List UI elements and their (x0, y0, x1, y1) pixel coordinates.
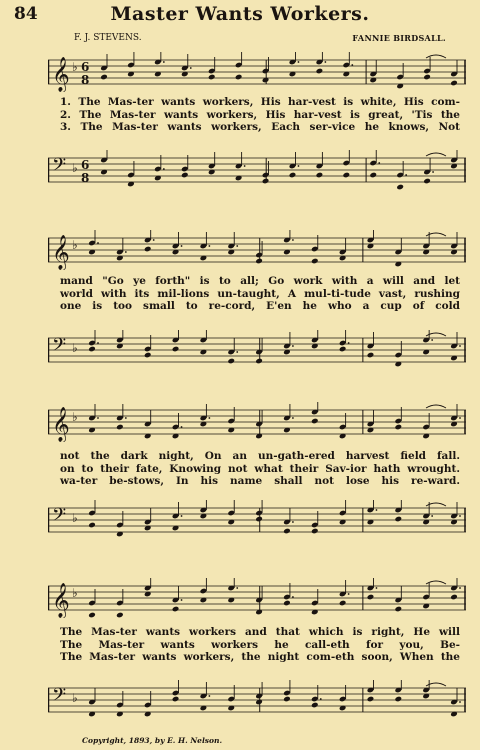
note-dot (292, 417, 294, 419)
note-dot (432, 171, 434, 173)
key-flat-icon: ♭ (72, 60, 78, 74)
note-head (88, 522, 96, 529)
note-dot (208, 417, 210, 419)
note-head (289, 172, 297, 179)
note-head (208, 74, 216, 81)
note-head (395, 696, 403, 703)
note-head (311, 258, 319, 265)
note-head (450, 80, 458, 87)
note-head (339, 346, 347, 353)
lyric-line: The Mas-ter wants workers, the night com-eth soon, When the (60, 651, 460, 663)
note-dot (125, 417, 127, 419)
note-head (172, 606, 180, 613)
time-signature-numerator: 6 (81, 60, 90, 74)
note-head (283, 600, 291, 607)
note-dot (97, 242, 99, 244)
key-flat-icon: ♭ (72, 341, 78, 355)
lyrics-block (60, 275, 460, 313)
key-flat-icon: ♭ (72, 410, 78, 424)
note-dot (298, 165, 300, 167)
time-signature-denominator: 8 (81, 171, 90, 185)
note-dot (292, 239, 294, 241)
note-dot (320, 698, 322, 700)
note-head (283, 528, 291, 535)
key-flat-icon: ♭ (72, 161, 78, 175)
note-head (316, 68, 324, 75)
author-credit: FANNIE BIRDSALL. (352, 33, 446, 43)
treble-clef-icon: 𝄞 (52, 583, 70, 618)
note-dot (405, 174, 407, 176)
treble-staff (48, 230, 466, 270)
bass-clef-icon: 𝄢 (52, 685, 67, 710)
note-dot (236, 587, 238, 589)
note-dot (163, 61, 165, 63)
hymn-title: Master Wants Workers. (110, 3, 370, 25)
lyrics-block (60, 626, 460, 664)
note-head (116, 424, 124, 431)
note-head (172, 696, 180, 703)
note-dot (292, 345, 294, 347)
note-head (369, 172, 377, 179)
note-head (116, 612, 124, 618)
note-dot (97, 342, 99, 344)
tie-slur (426, 405, 446, 408)
copyright-notice: Copyright, 1893, by E. H. Nelson. (82, 736, 223, 745)
treble-clef-icon: 𝄞 (52, 57, 70, 92)
note-dot (378, 162, 380, 164)
note-head (235, 74, 243, 81)
note-head (88, 346, 96, 353)
note-head (100, 74, 108, 81)
note-dot (431, 339, 433, 341)
note-dot (236, 351, 238, 353)
lyric-line: 3. The Mas-ter wants workers, Each ser-vice he knows, Not (60, 121, 460, 133)
note-head (144, 246, 152, 253)
lyric-line: 2. The Mas-ter wants workers, His har-vest is great, 'Tis the (60, 108, 460, 121)
lyric-line: mand "Go ye forth" is to all; Go work with a will and let (60, 275, 460, 287)
note-dot (292, 521, 294, 523)
note-head (181, 172, 189, 179)
note-dot (351, 64, 353, 66)
key-flat-icon: ♭ (72, 238, 78, 252)
note-dot (376, 587, 378, 589)
note-head (395, 424, 403, 431)
note-head (339, 600, 347, 607)
bass-staff (48, 500, 466, 540)
note-head (311, 702, 319, 709)
note-head (88, 612, 96, 618)
note-dot (324, 61, 326, 63)
note-dot (181, 515, 183, 517)
note-dot (181, 426, 183, 428)
bass-clef-icon: 𝄢 (52, 505, 67, 530)
lyrics-block (60, 450, 460, 488)
note-dot (125, 251, 127, 253)
lyric-line: world with its mil-lions un-taught, A mul-ti-tude vast, rushing (60, 287, 460, 300)
note-dot (459, 345, 461, 347)
time-signature-numerator: 6 (81, 158, 90, 172)
note-head (255, 358, 263, 365)
treble-staff (48, 52, 466, 92)
note-head (396, 184, 404, 190)
treble-clef-icon: 𝄞 (52, 235, 70, 270)
key-flat-icon: ♭ (72, 511, 78, 525)
note-dot (459, 515, 461, 517)
note-dot (236, 245, 238, 247)
note-head (395, 516, 403, 523)
note-dot (348, 342, 350, 344)
bass-staff (48, 680, 466, 720)
bass-clef-icon: 𝄢 (52, 335, 67, 360)
note-dot (163, 168, 165, 170)
lyric-line: one is too small to re-cord, E'en he who a cup of cold (60, 300, 460, 312)
note-head (343, 172, 351, 179)
lyric-line: 1. The Mas-ter wants workers, His har-vest is white, His com- (60, 96, 460, 108)
note-head (316, 172, 324, 179)
treble-clef-icon: 𝄞 (52, 407, 70, 442)
note-dot (459, 417, 461, 419)
note-head (255, 516, 263, 523)
note-head (395, 606, 403, 613)
note-dot (97, 417, 99, 419)
bass-clef-icon: 𝄢 (52, 155, 67, 180)
note-head (367, 594, 375, 601)
note-dot (348, 593, 350, 595)
lyric-line: wa-ter be-stows, In his name shall not lose his re-ward. (60, 475, 460, 487)
note-dot (208, 245, 210, 247)
note-head (367, 696, 375, 703)
note-dot (459, 701, 461, 703)
note-head (262, 178, 270, 185)
note-dot (181, 245, 183, 247)
bass-staff (48, 330, 466, 370)
note-head (227, 358, 235, 365)
lyric-line: The Mas-ter wants workers and that which is right, He will (60, 626, 460, 638)
note-head (450, 594, 458, 601)
key-flat-icon: ♭ (72, 691, 78, 705)
note-dot (244, 165, 246, 167)
note-dot (190, 67, 192, 69)
tie-slur (426, 153, 446, 156)
note-head (367, 352, 375, 359)
note-head (283, 696, 291, 703)
tie-slur (426, 55, 446, 58)
note-head (311, 418, 319, 425)
note-head (311, 528, 319, 535)
lyric-line: on to their fate, Knowing not what their Sav-ior hath wrought. (60, 462, 460, 475)
note-head (423, 74, 431, 81)
composer-credit: F. J. STEVENS. (74, 33, 142, 43)
note-dot (153, 239, 155, 241)
note-dot (208, 695, 210, 697)
note-dot (431, 515, 433, 517)
lyric-line: The Mas-ter wants workers he call-eth for you, Be- (60, 638, 460, 651)
key-flat-icon: ♭ (72, 586, 78, 600)
treble-staff (48, 402, 466, 442)
note-head (144, 352, 152, 359)
treble-staff (48, 578, 466, 618)
note-dot (459, 587, 461, 589)
note-dot (298, 61, 300, 63)
note-dot (181, 599, 183, 601)
bass-staff (48, 150, 466, 190)
page-number: 84 (14, 4, 38, 24)
note-dot (292, 596, 294, 598)
note-dot (376, 509, 378, 511)
lyric-line: not the dark night, On an un-gath-ered harvest field fall. (60, 450, 460, 462)
note-head (172, 346, 180, 353)
note-head (255, 258, 263, 265)
lyrics-block (60, 96, 460, 134)
time-signature-denominator: 8 (81, 73, 90, 87)
note-head (423, 178, 431, 185)
